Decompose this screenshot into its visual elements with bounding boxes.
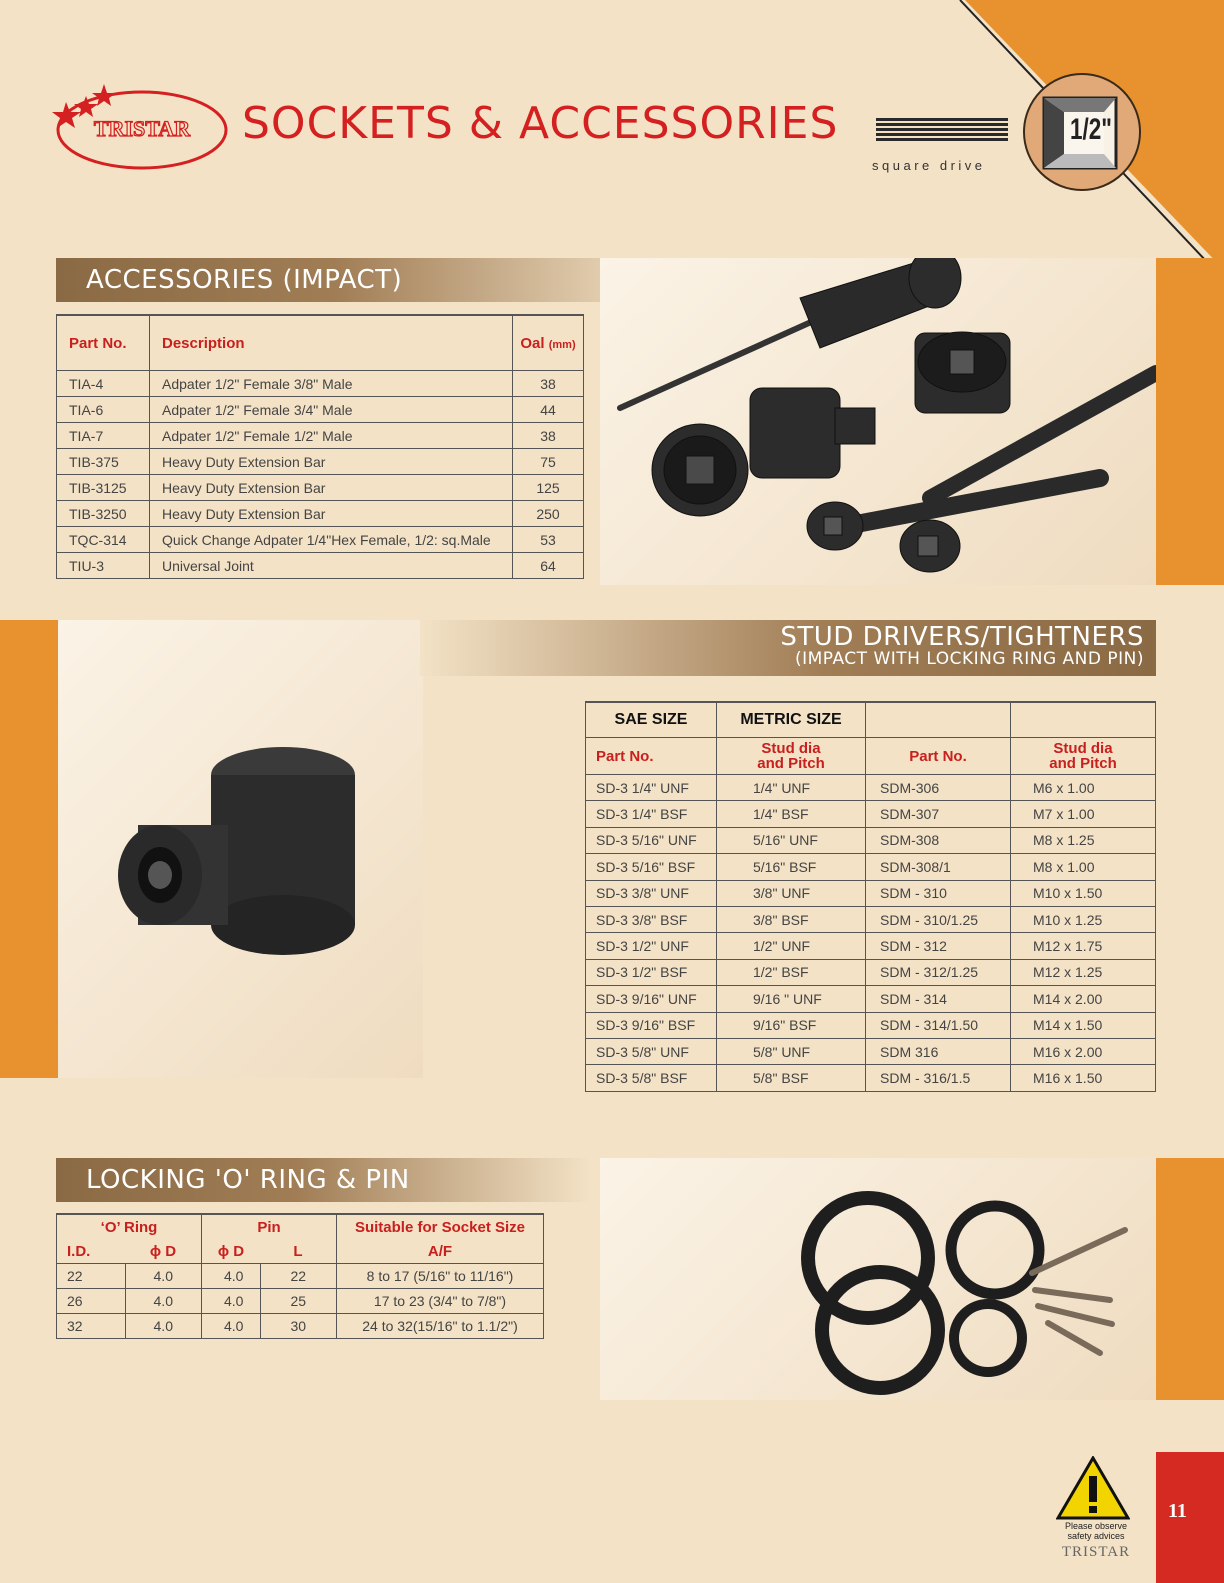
part-no: TQC-314 <box>57 527 150 553</box>
tristar-logo <box>52 72 232 172</box>
table-row <box>586 827 1156 853</box>
metric-part: SDM - 310 <box>866 880 1011 906</box>
empty-header <box>1011 702 1156 738</box>
oal: 38 <box>513 423 584 449</box>
pitch-label: and Pitch <box>1049 755 1117 772</box>
warning-icon <box>1056 1456 1130 1520</box>
table-row <box>57 1314 544 1339</box>
part-no: TIB-3250 <box>57 501 150 527</box>
ring-id: 26 <box>57 1289 126 1314</box>
col-pin-phi-d: ϕ D <box>202 1239 261 1264</box>
stud-driver-image <box>58 620 423 1078</box>
description: Universal Joint <box>150 553 513 579</box>
oal: 75 <box>513 449 584 475</box>
metric-part: SDM - 314/1.50 <box>866 1012 1011 1038</box>
col-description: Description <box>150 315 513 371</box>
table-row <box>586 1065 1156 1091</box>
table-row <box>586 854 1156 880</box>
suitable-size-header: Suitable for Socket Size <box>337 1214 544 1239</box>
table-row <box>586 775 1156 801</box>
table-row <box>586 1012 1156 1038</box>
ring-id: 32 <box>57 1314 126 1339</box>
oal: 64 <box>513 553 584 579</box>
col-metric-stud-dia <box>1011 738 1156 775</box>
metric-part: SDM-306 <box>866 775 1011 801</box>
stud-drivers-table <box>585 701 1156 1092</box>
metric-size-header: METRIC SIZE <box>717 702 866 738</box>
sae-part: SD-3 1/2" UNF <box>586 933 717 959</box>
size-header-row <box>586 702 1156 738</box>
footer-brand: TRISTAR <box>1061 1544 1131 1560</box>
metric-dia: M6 x 1.00 <box>1011 775 1156 801</box>
safety-note <box>1048 1521 1144 1541</box>
col-id: I.D. <box>57 1239 126 1264</box>
sae-dia: 1/2" UNF <box>717 933 866 959</box>
ring-id: 22 <box>57 1264 126 1289</box>
ring-d: 4.0 <box>125 1264 202 1289</box>
oal-unit: (mm) <box>548 338 576 351</box>
sae-size-header: SAE SIZE <box>586 702 717 738</box>
oal: 250 <box>513 501 584 527</box>
table-row <box>586 880 1156 906</box>
oal: 38 <box>513 371 584 397</box>
table-row <box>586 906 1156 932</box>
sae-part: SD-3 1/2" BSF <box>586 959 717 985</box>
page-title: SOCKETS & ACCESSORIES <box>242 98 839 149</box>
section-banner-accessories: ACCESSORIES (IMPACT) <box>56 258 676 302</box>
sae-part: SD-3 9/16" BSF <box>586 1012 717 1038</box>
pin-d: 4.0 <box>202 1264 261 1289</box>
page-number-tab <box>1156 1452 1224 1583</box>
description: Heavy Duty Extension Bar <box>150 475 513 501</box>
table-row <box>57 553 584 579</box>
sae-dia: 3/8" UNF <box>717 880 866 906</box>
accessories-photo <box>600 258 1156 585</box>
pitch-label: and Pitch <box>757 755 825 772</box>
stud-driver-photo <box>58 620 423 1078</box>
col-part-no: Part No. <box>57 315 150 371</box>
table-row <box>586 801 1156 827</box>
pin-header: Pin <box>202 1214 337 1239</box>
part-no: TIB-3125 <box>57 475 150 501</box>
table-header-row <box>586 738 1156 775</box>
metric-part: SDM-307 <box>866 801 1011 827</box>
empty-header <box>866 702 1011 738</box>
drive-label: square drive <box>872 158 986 173</box>
logo-text: TRISTAR <box>93 116 191 141</box>
group-header-row <box>57 1214 544 1239</box>
sae-part: SD-3 5/16" UNF <box>586 827 717 853</box>
metric-dia: M14 x 1.50 <box>1011 1012 1156 1038</box>
ring-d: 4.0 <box>125 1314 202 1339</box>
metric-part: SDM - 312 <box>866 933 1011 959</box>
table-row <box>57 475 584 501</box>
sae-dia: 5/16" BSF <box>717 854 866 880</box>
col-sae-stud-dia <box>717 738 866 775</box>
pin-l: 25 <box>260 1289 337 1314</box>
table-row <box>586 959 1156 985</box>
speed-lines <box>876 118 1008 146</box>
stud-banner-subtitle: (IMPACT WITH LOCKING RING AND PIN) <box>794 649 1144 669</box>
metric-dia: M12 x 1.25 <box>1011 959 1156 985</box>
oal: 53 <box>513 527 584 553</box>
metric-dia: M16 x 1.50 <box>1011 1065 1156 1091</box>
table-row <box>57 423 584 449</box>
description: Heavy Duty Extension Bar <box>150 449 513 475</box>
sae-dia: 5/8" UNF <box>717 1038 866 1064</box>
sae-part: SD-3 5/8" UNF <box>586 1038 717 1064</box>
metric-part: SDM 316 <box>866 1038 1011 1064</box>
locking-ring-table <box>56 1213 544 1339</box>
o-rings-and-pins-image <box>600 1158 1156 1400</box>
pin-l: 22 <box>260 1264 337 1289</box>
sae-dia: 3/8" BSF <box>717 906 866 932</box>
sub-header-row <box>57 1239 544 1264</box>
page-number: 11 <box>1168 1500 1187 1522</box>
stud-dia-label: Stud dia <box>761 740 821 757</box>
sae-dia: 1/2" BSF <box>717 959 866 985</box>
accessories-table <box>56 314 584 579</box>
pin-l: 30 <box>260 1314 337 1339</box>
sae-part: SD-3 3/8" UNF <box>586 880 717 906</box>
metric-part: SDM - 310/1.25 <box>866 906 1011 932</box>
rings-photo <box>600 1158 1156 1400</box>
col-ring-phi-d: ϕ D <box>125 1239 202 1264</box>
metric-dia: M8 x 1.25 <box>1011 827 1156 853</box>
impact-accessories-image <box>600 258 1156 585</box>
oal: 44 <box>513 397 584 423</box>
safety-line-2: safety advices <box>1067 1531 1125 1541</box>
oal: 125 <box>513 475 584 501</box>
oal-label: Oal <box>520 334 545 352</box>
sae-part: SD-3 3/8" BSF <box>586 906 717 932</box>
stud-banner-title: STUD DRIVERS/TIGHTNERS <box>780 622 1144 652</box>
metric-dia: M7 x 1.00 <box>1011 801 1156 827</box>
metric-dia: M14 x 2.00 <box>1011 986 1156 1012</box>
safety-line-1: Please observe <box>1064 1521 1128 1531</box>
sae-part: SD-3 5/8" BSF <box>586 1065 717 1091</box>
table-row <box>57 501 584 527</box>
o-ring-header: ‘O’ Ring <box>57 1214 202 1239</box>
table-row <box>57 449 584 475</box>
sae-part: SD-3 1/4" BSF <box>586 801 717 827</box>
part-no: TIA-6 <box>57 397 150 423</box>
metric-part: SDM-308 <box>866 827 1011 853</box>
description: Adpater 1/2" Female 1/2" Male <box>150 423 513 449</box>
pin-d: 4.0 <box>202 1314 261 1339</box>
col-af: A/F <box>337 1239 544 1264</box>
table-row <box>57 527 584 553</box>
part-no: TIB-375 <box>57 449 150 475</box>
section-banner-locking: LOCKING 'O' RING & PIN <box>56 1158 590 1202</box>
stud-dia-label: Stud dia <box>1053 740 1113 757</box>
sae-part: SD-3 9/16" UNF <box>586 986 717 1012</box>
table-row <box>57 397 584 423</box>
col-pin-l: L <box>260 1239 337 1264</box>
metric-dia: M10 x 1.50 <box>1011 880 1156 906</box>
orange-side-tab-left <box>0 620 58 1078</box>
table-row <box>586 933 1156 959</box>
metric-dia: M8 x 1.00 <box>1011 854 1156 880</box>
metric-part: SDM-308/1 <box>866 854 1011 880</box>
part-no: TIA-7 <box>57 423 150 449</box>
description: Quick Change Adpater 1/4"Hex Female, 1/2: sq.Male <box>150 527 513 553</box>
table-row <box>57 371 584 397</box>
sae-dia: 5/8" BSF <box>717 1065 866 1091</box>
pin-d: 4.0 <box>202 1289 261 1314</box>
orange-side-tab <box>1156 258 1224 585</box>
col-metric-part-no: Part No. <box>866 738 1011 775</box>
part-no: TIU-3 <box>57 553 150 579</box>
socket-size: 24 to 32(15/16" to 1.1/2") <box>337 1314 544 1339</box>
sae-dia: 1/4" UNF <box>717 775 866 801</box>
metric-part: SDM - 314 <box>866 986 1011 1012</box>
orange-side-tab <box>1156 1158 1224 1400</box>
metric-part: SDM - 312/1.25 <box>866 959 1011 985</box>
table-header-row <box>57 315 584 371</box>
description: Heavy Duty Extension Bar <box>150 501 513 527</box>
col-sae-part-no: Part No. <box>586 738 717 775</box>
ring-d: 4.0 <box>125 1289 202 1314</box>
drive-badge: 1/2" <box>1070 113 1112 146</box>
metric-dia: M10 x 1.25 <box>1011 906 1156 932</box>
sae-dia: 9/16 " UNF <box>717 986 866 1012</box>
metric-part: SDM - 316/1.5 <box>866 1065 1011 1091</box>
description: Adpater 1/2" Female 3/4" Male <box>150 397 513 423</box>
metric-dia: M16 x 2.00 <box>1011 1038 1156 1064</box>
col-oal <box>513 315 584 371</box>
table-row <box>586 1038 1156 1064</box>
table-row <box>57 1289 544 1314</box>
sae-part: SD-3 1/4" UNF <box>586 775 717 801</box>
section-banner-stud <box>420 620 1156 676</box>
part-no: TIA-4 <box>57 371 150 397</box>
socket-size: 17 to 23 (3/4" to 7/8") <box>337 1289 544 1314</box>
description: Adpater 1/2" Female 3/8" Male <box>150 371 513 397</box>
sae-part: SD-3 5/16" BSF <box>586 854 717 880</box>
sae-dia: 5/16" UNF <box>717 827 866 853</box>
metric-dia: M12 x 1.75 <box>1011 933 1156 959</box>
table-row <box>57 1264 544 1289</box>
sae-dia: 9/16" BSF <box>717 1012 866 1038</box>
socket-size: 8 to 17 (5/16" to 11/16") <box>337 1264 544 1289</box>
table-row <box>586 986 1156 1012</box>
sae-dia: 1/4" BSF <box>717 801 866 827</box>
